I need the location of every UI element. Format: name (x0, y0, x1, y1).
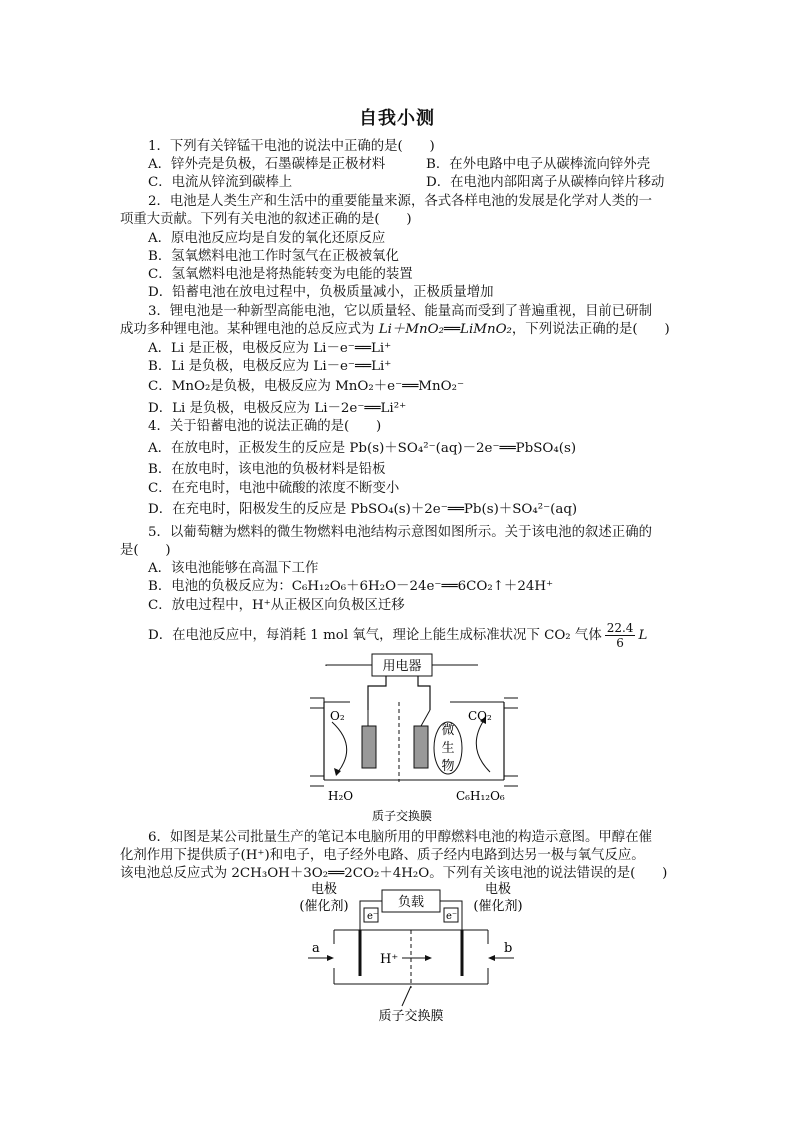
right-electron-label: e⁻ (446, 911, 458, 922)
q5-unit: L (638, 628, 648, 643)
load-label: 负载 (397, 895, 425, 910)
microbe-label-3: 物 (441, 759, 455, 774)
q3-total-reaction: Li＋MnO₂══LiMnO₂ (378, 322, 512, 337)
q4-option-a: A．在放电时，正极发生的反应是 Pb(s)＋SO₄²⁻(aq)－2e⁻══PbSO₄(s) (148, 441, 577, 456)
membrane-pointer (402, 986, 411, 1006)
co2-label: CO₂ (468, 709, 492, 723)
q6-stem-line3: 该电池总反应式为 2CH₃OH＋3O₂══2CO₂＋4H₂O。下列有关该电池的说法错误的是( ) (120, 866, 668, 881)
microbe-label-2: 生 (441, 741, 455, 756)
q3-stem-line1: 3．锂电池是一种新型高能电池，它以质量轻、能量高而受到了普遍重视，目前已研制 (148, 304, 652, 319)
right-electrode (414, 726, 428, 768)
q4-option-d: D．在充电时，阳极发生的反应是 PbSO₄(s)＋2e⁻══Pb(s)＋SO₄²⁻(aq) (148, 502, 578, 517)
q5-option-d-text: D．在电池反应中，每消耗 1 mol 氧气，理论上能生成标准状况下 CO₂ 气体 (148, 628, 602, 643)
glucose-flow-arrow (476, 720, 490, 772)
q5-fraction (605, 621, 636, 650)
h2o-label: H₂O (328, 789, 354, 803)
q3-option-b: B．Li 是负极，电极反应为 Li－e⁻══Li⁺ (148, 359, 392, 374)
device-label: 用电器 (382, 659, 422, 674)
q2-stem-line1: 2．电池是人类生产和生活中的重要能量来源，各式各样电池的发展是化学对人类的一 (148, 194, 652, 209)
q1-option-b: B．在外电路中电子从碳棒流向锌外壳 (426, 157, 651, 172)
membrane-label-6: 质子交换膜 (378, 1009, 444, 1023)
q6-stem-line2: 化剂作用下提供质子(H⁺)和电子，电子经外电路、质子经内电路到达另一极与氧气反应。 (120, 848, 645, 863)
q2-option-c: C．氢氧燃料电池是将热能转变为电能的装置 (148, 267, 413, 282)
q6-stem-line1: 6．如图是某公司批量生产的笔记本电脑所用的甲醇燃料电池的构造示意图。甲醇在催 (148, 830, 652, 845)
page-title: 自我小测 (359, 108, 435, 129)
q4-option-b: B．在放电时，该电池的负极材料是铅板 (148, 462, 386, 477)
membrane-label: 质子交换膜 (371, 809, 433, 823)
q5-stem-line1: 5．以葡萄糖为燃料的微生物燃料电池结构示意图如图所示。关于该电池的叙述正确的 (148, 525, 652, 540)
wire-left-top (326, 665, 372, 666)
inlet-b-arrowhead (488, 955, 495, 961)
q5-stem-line2: 是( ) (120, 543, 171, 558)
o2-label: O₂ (330, 709, 345, 723)
q2-option-a: A．原电池反应均是自发的氧化还原反应 (148, 231, 386, 246)
microbe-label-1: 微 (441, 723, 455, 738)
q4-stem: 4．关于铅蓄电池的说法正确的是( ) (148, 419, 382, 434)
q5-option-c: C．放电过程中，H⁺从正极区向负极区迁移 (148, 598, 405, 613)
q3-option-a: A．Li 是正极，电极反应为 Li－e⁻══Li⁺ (148, 341, 392, 356)
outlet-h2o-pipe (310, 776, 324, 786)
q1-option-c: C．电流从锌流到碳棒上 (148, 175, 293, 190)
o2-flow-arrow (332, 722, 347, 772)
right-catalyst-label: (催化剂) (473, 899, 523, 914)
q3-stem-text-b: ，下列说法正确的是( ) (511, 322, 670, 337)
q1-option-a: A．锌外壳是负极，石墨碳棒是正极材料 (148, 157, 386, 172)
q1-stem: 1．下列有关锌锰干电池的说法中正确的是( ) (148, 139, 435, 154)
q2-option-d: D．铅蓄电池在放电过程中，负极质量减小，正极质量增加 (148, 285, 494, 300)
right-electrode-label: 电极 (484, 882, 512, 897)
q1-option-d: D．在电池内部阳离子从碳棒向锌片移动 (426, 175, 665, 190)
q5-option-a: A．该电池能够在高温下工作 (148, 561, 319, 576)
q4-option-c: C．在充电时，电池中硫酸的浓度不断变小 (148, 481, 400, 496)
left-catalyst-label: (催化剂) (299, 899, 349, 914)
q5-fraction-denominator: 6 (616, 636, 624, 650)
methanol-fuel-cell-diagram (286, 878, 536, 1023)
left-electron-label: e⁻ (367, 911, 379, 922)
q3-stem-line2 (120, 321, 670, 339)
inlet-b-label: b (504, 941, 513, 956)
right-electrode-lead (421, 710, 430, 726)
inlet-glucose-pipe (504, 776, 518, 786)
left-electrode (362, 726, 376, 768)
q3-option-d: D．Li 是负极，电极反应为 Li－2e⁻══Li²⁺ (148, 401, 407, 416)
microbial-fuel-cell-diagram (300, 650, 530, 825)
proton-label: H⁺ (380, 952, 399, 967)
q5-option-b: B．电池的负极反应为：C₆H₁₂O₆＋6H₂O－24e⁻══6CO₂↑＋24H⁺ (148, 579, 554, 594)
outlet-co2-pipe (504, 698, 518, 708)
q3-stem-text-a: 成功多种锂电池。某种锂电池的总反应式为 (120, 322, 379, 337)
q3-option-c: C．MnO₂是负极，电极反应为 MnO₂＋e⁻══MnO₂⁻ (148, 379, 465, 394)
q5-fraction-numerator: 22.4 (606, 621, 634, 635)
glucose-label: C₆H₁₂O₆ (456, 789, 505, 803)
proton-arrowhead (425, 955, 432, 961)
q2-stem-line2: 项重大贡献。下列有关电池的叙述正确的是( ) (120, 212, 412, 227)
inlet-a-label: a (312, 941, 320, 956)
q2-option-b: B．氢氧燃料电池工作时氢气在正极被氧化 (148, 249, 399, 264)
inlet-o2-pipe (310, 698, 324, 708)
left-electrode-label: 电极 (310, 882, 338, 897)
inlet-a-arrowhead (327, 955, 334, 961)
